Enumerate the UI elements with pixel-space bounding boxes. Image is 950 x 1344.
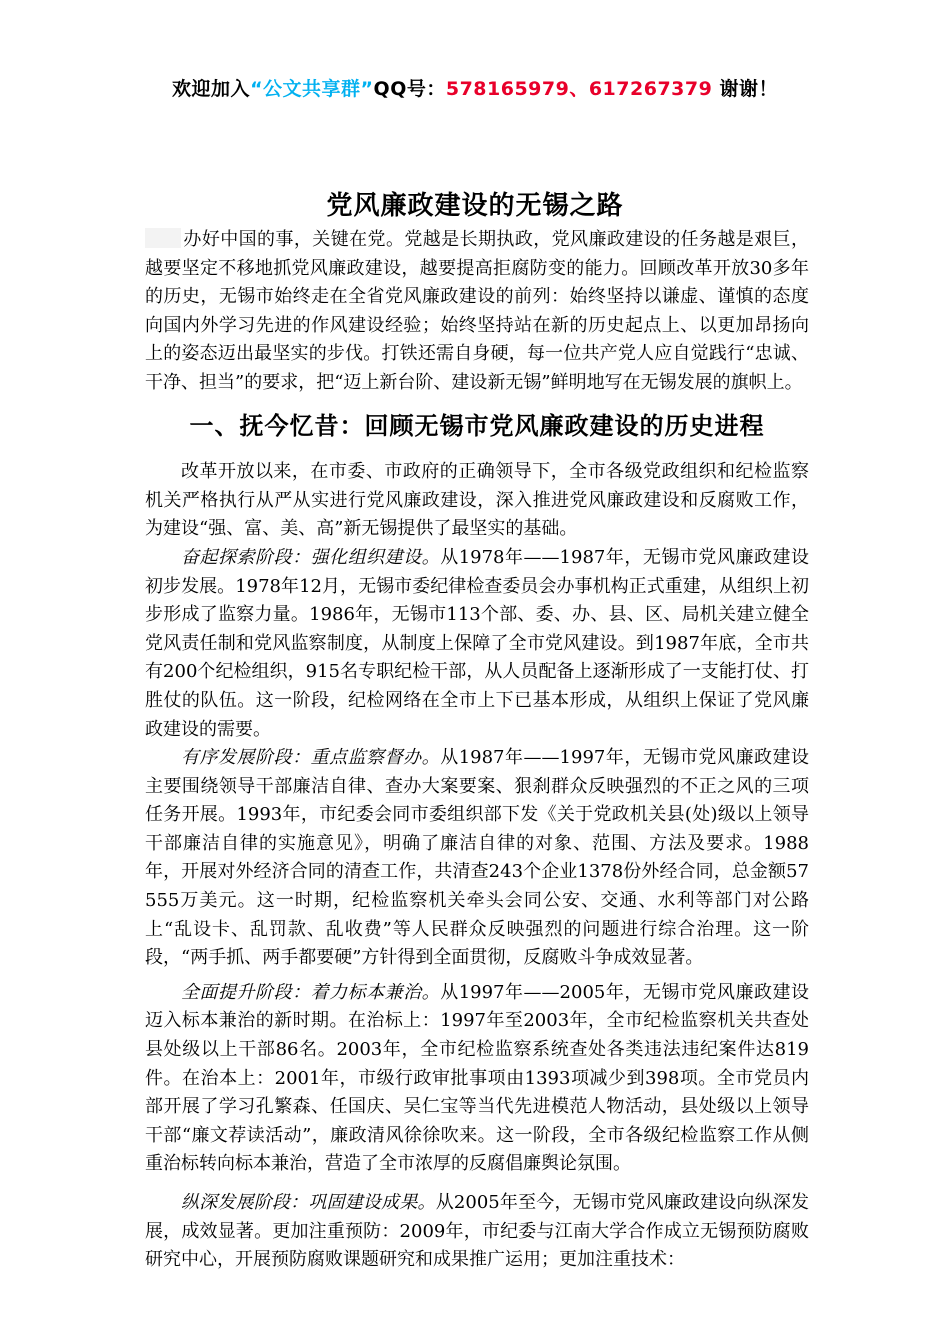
stage-label: 纵深发展阶段：巩固建设成果。 <box>181 1192 436 1213</box>
indent-placeholder <box>145 228 181 248</box>
stage-paragraph <box>145 744 809 973</box>
stage-text: 从1987年——1997年，无锡市党风廉政建设主要围绕领导干部廉洁自律、查办大案要案、狠刹群众反映强烈的不正之风的三项任务开展。1993年，市纪委会同市委组织部下发《关于党政机关县(处)级以上领导干部廉洁自律的实施意见》，明确了廉洁自律的对象、范围、方法及要求。1988年，开展对外经济合同的清查工作，共清查243个企业1378份外经合同，总金额57555万美元。这一时期，纪检监察机关牵头会同公安、交通、水利等部门对公路上“乱设卡、乱罚款、乱收费”等人民群众反映强烈的问题进行综合治理。这一阶段，“两手抓、两手都要硬”方针得到全面贯彻，反腐败斗争成效显著。 <box>145 747 809 969</box>
stage-text: 从2005年至今，无锡市党风廉政建设向纵深发展，成效显著。更加注重预防：2009年，市纪委与江南大学合作成立无锡预防腐败研究中心，开展预防腐败课题研究和成果推广运用；更加注重技术： <box>145 1192 810 1271</box>
intro-text: 办好中国的事，关键在党。党越是长期执政，党风廉政建设的任务越是艰巨，越要坚定不移地抓党风廉政建设，越要提高拒腐防变的能力。回顾改革开放30多年的历史，无锡市始终走在全省党风廉政建设的前列：始终坚持以谦虚、谨慎的态度向国内外学习先进的作风建设经验；始终坚持站在新的历史起点上、以更加昂扬向上的姿态迈出最坚实的步伐。打铁还需自身硬，每一位共产党人应自觉践行“忠诚、干净、担当”的要求，把“迈上新台阶、建设新无锡”鲜明地写在无锡发展的旗帜上。 <box>145 229 809 393</box>
section-lead-paragraph: 改革开放以来，在市委、市政府的正确领导下，全市各级党政组织和纪检监察机关严格执行从严从实进行党风廉政建设，深入推进党风廉政建设和反腐败工作，为建设“强、富、美、高”新无锡提供了最坚实的基础。 <box>145 461 809 540</box>
section-heading: 一、抚今忆昔：回顾无锡市党风廉政建设的历史进程 <box>189 411 765 440</box>
banner-qq-label: QQ号： <box>373 78 446 100</box>
stage-label: 全面提升阶段：着力标本兼治。 <box>181 981 441 1003</box>
stage-paragraph <box>145 544 809 744</box>
stage-text: 从1978年——1987年，无锡市党风廉政建设初步发展。1978年12月，无锡市委纪律检查委员会办事机构正式重建，从组织上初步形成了监察力量。1986年，无锡市113个部、委、办、县、区、局机关建立健全党风责任制和党风监察制度，从制度上保障了全市党风建设。到1987年底，全市共有200个纪检组织，915名专职纪检干部，从人员配备上逐渐形成了一支能打仗、打胜仗的队伍。这一阶段，纪检网络在全市上下已基本形成，从组织上保证了党风廉政建设的需要。 <box>145 546 809 740</box>
banner-prefix: 欢迎加入 <box>172 78 251 100</box>
document-body <box>145 226 809 1275</box>
banner-group-name: “公文共享群” <box>250 78 374 100</box>
stage-paragraph <box>145 979 809 1179</box>
banner-suffix: 谢谢！ <box>712 78 778 100</box>
intro-paragraph <box>145 226 809 398</box>
stage-label: 奋起探索阶段：强化组织建设。 <box>181 546 441 568</box>
document-title: 党风廉政建设的无锡之路 <box>326 191 624 221</box>
stage-label: 有序发展阶段：重点监察督办。 <box>181 747 441 769</box>
promo-banner <box>0 74 950 101</box>
stage-text: 从1997年——2005年，无锡市党风廉政建设迈入标本兼治的新时期。在治标上：1997年至2003年，全市纪检监察机关共查处县处级以上干部86名。2003年，全市纪检监察系统查处各类违法违纪案件达819件。在治本上：2001年，市级行政审批事项由1393项减少到398项。全市党员内部开展了学习孔繁森、任国庆、吴仁宝等当代先进模范人物活动，县处级以上领导干部“廉文荐读活动”，廉政清风徐徐吹来。这一阶段，全市各级纪检监察工作从侧重治标转向标本兼治，营造了全市浓厚的反腐倡廉舆论氛围。 <box>145 981 809 1175</box>
banner-qq-numbers: 578165979、617267379 <box>445 78 713 100</box>
stage-paragraph <box>145 1189 809 1275</box>
